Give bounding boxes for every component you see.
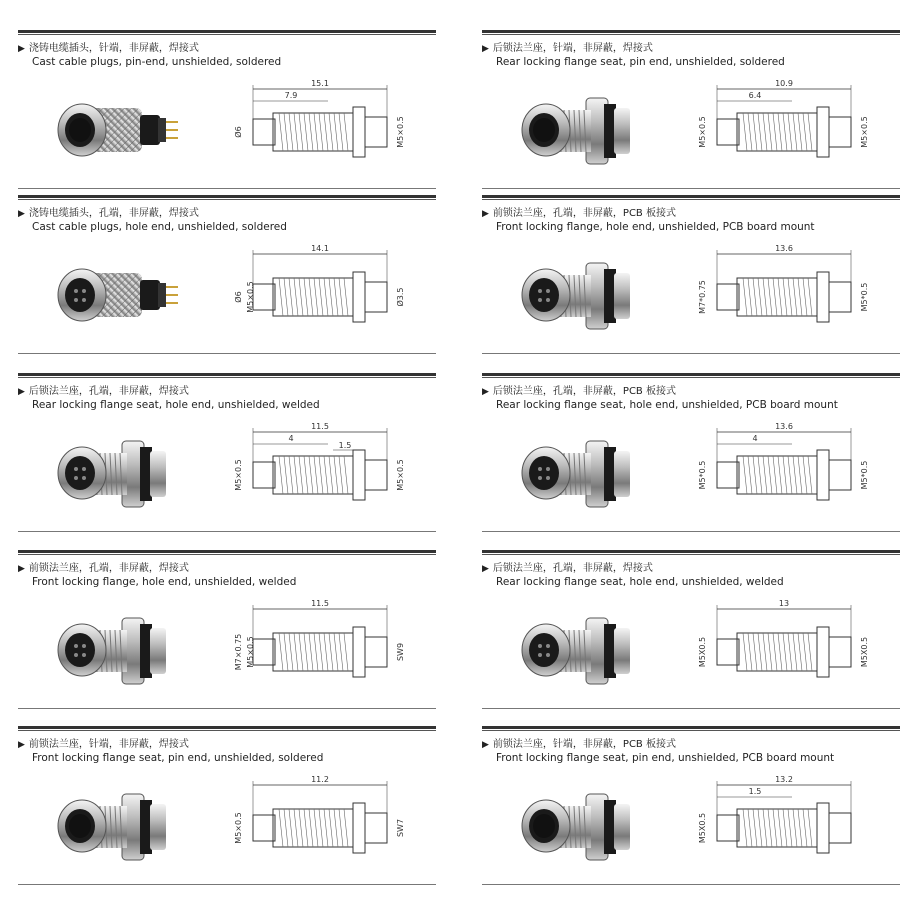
dimension-label: M5*0.5 [860,282,869,312]
dimension-label: Ø6 [234,291,243,303]
dimension-label: M5*0.5 [698,460,707,490]
dimension-label: 13.6 [775,244,793,253]
product-photo [32,423,202,523]
product-photo [32,600,202,700]
divider [18,34,436,35]
technical-drawing [233,771,433,881]
product-title-en: Front locking flange seat, pin end, unshielded, soldered [32,752,324,764]
technical-drawing [697,418,897,528]
dimension-label: M5×0.5 [246,281,255,313]
product-drawing [697,771,897,881]
product-photo [496,423,666,523]
connector-photo [496,423,666,523]
triangle-icon: ▶ [18,44,25,54]
dimension-label: M5×0.5 [234,459,243,491]
technical-drawing [697,240,897,350]
product-title-cn-text: 后锁法兰座，孔端，非屏蔽，焊接式 [28,386,189,397]
triangle-icon: ▶ [482,564,489,574]
product-title-cn [18,386,189,398]
technical-drawing [233,595,433,705]
connector-photo [32,80,202,180]
product-title-cn-text: 前锁法兰座，孔端，非屏蔽，PCB 板接式 [492,208,676,219]
product-photo [32,776,202,876]
technical-drawing [233,75,433,185]
product-title-en: Front locking flange seat, pin end, unshielded, PCB board mount [496,752,835,764]
connector-photo [496,245,666,345]
connector-photo [32,245,202,345]
dimension-label: 14.1 [311,244,329,253]
product-title-en: Rear locking flange seat, hole end, unshielded, PCB board mount [496,399,838,411]
dimension-label: 7.9 [284,91,298,100]
triangle-icon: ▶ [18,387,25,397]
product-panel [18,726,436,896]
divider [482,708,900,709]
triangle-icon: ▶ [482,387,489,397]
connector-photo [496,80,666,180]
dimension-label: M5X0.5 [698,636,707,668]
divider [482,726,900,729]
product-photo [32,80,202,180]
divider [18,353,436,354]
dimension-label: SW7 [396,818,405,838]
divider [18,373,436,376]
product-title-cn [482,386,676,398]
dimension-label: M5×0.5 [246,636,255,668]
product-panel [18,30,436,200]
product-panel [18,195,436,365]
product-title-cn-text: 前锁法兰座，孔端，非屏蔽，焊接式 [28,563,189,574]
product-photo [496,80,666,180]
divider [482,30,900,33]
product-title-cn [18,739,189,751]
divider [482,550,900,553]
product-title-cn-text: 浇铸电缆插头，针端，非屏蔽，焊接式 [28,43,199,54]
connector-photo [496,776,666,876]
divider [482,377,900,378]
product-title-cn-text: 后锁法兰座，孔端，非屏蔽，焊接式 [492,563,653,574]
product-drawing [697,418,897,528]
dimension-label: Ø3.5 [396,287,405,307]
product-photo [32,245,202,345]
technical-drawing [697,771,897,881]
product-drawing [233,595,433,705]
divider [482,730,900,731]
divider [18,195,436,198]
dimension-label: 11.5 [311,599,329,608]
dimension-label: Ø6 [234,126,243,138]
product-title-cn [482,563,653,575]
divider [482,531,900,532]
connector-photo [32,423,202,523]
divider [18,377,436,378]
triangle-icon: ▶ [482,740,489,750]
divider [482,188,900,189]
divider [18,188,436,189]
product-photo [496,245,666,345]
product-title-cn-text: 前锁法兰座，针端，非屏蔽，PCB 板接式 [492,739,676,750]
triangle-icon: ▶ [18,209,25,219]
product-title-en: Rear locking flange seat, hole end, unshielded, welded [496,576,784,588]
dimension-label: M5×0.5 [396,459,405,491]
dimension-label: 11.2 [311,775,329,784]
product-title-cn [482,43,653,55]
dimension-label: SW9 [396,642,405,662]
divider [18,30,436,33]
dimension-label: M5×0.5 [396,116,405,148]
product-title-cn-text: 后锁法兰座，针端，非屏蔽，焊接式 [492,43,653,54]
divider [18,884,436,885]
connector-photo [32,776,202,876]
triangle-icon: ▶ [18,740,25,750]
dimension-label: M5*0.5 [860,460,869,490]
dimension-label: 13.6 [775,422,793,431]
triangle-icon: ▶ [482,44,489,54]
connector-photo [496,600,666,700]
dimension-label: 4 [288,434,294,443]
dimension-label: M7*0.75 [698,280,707,314]
product-panel [482,373,900,543]
product-title-cn [482,739,676,751]
dimension-label: 4 [752,434,758,443]
product-panel [482,726,900,896]
divider [482,373,900,376]
dimension-label: M7×0.75 [234,633,243,671]
dimension-label: 11.5 [311,422,329,431]
divider [482,884,900,885]
product-title-cn [18,208,199,220]
dimension-label: M5×0.5 [698,116,707,148]
divider [482,195,900,198]
product-title-en: Cast cable plugs, hole end, unshielded, soldered [32,221,287,233]
dimension-label: 10.9 [775,79,793,88]
product-title-cn [482,208,676,220]
connector-photo [32,600,202,700]
product-drawing [697,75,897,185]
product-title-en: Cast cable plugs, pin-end, unshielded, soldered [32,56,282,68]
product-title-cn-text: 浇铸电缆插头，孔端，非屏蔽，焊接式 [28,208,199,219]
divider [482,554,900,555]
divider [18,531,436,532]
product-drawing [233,418,433,528]
triangle-icon: ▶ [18,564,25,574]
dimension-label: 1.5 [748,787,762,796]
divider [18,730,436,731]
product-title-cn-text: 后锁法兰座，孔端，非屏蔽，PCB 板接式 [492,386,676,397]
divider [482,34,900,35]
divider [18,726,436,729]
dimension-label: M5X0.5 [860,636,869,668]
dimension-label: 6.4 [748,91,762,100]
product-drawing [233,240,433,350]
divider [18,554,436,555]
product-title-en: Rear locking flange seat, hole end, unshielded, welded [32,399,320,411]
product-photo [496,776,666,876]
product-title-cn [18,563,189,575]
product-panel [18,550,436,720]
product-panel [482,550,900,720]
divider [482,353,900,354]
product-panel [482,195,900,365]
triangle-icon: ▶ [482,209,489,219]
product-drawing [233,75,433,185]
dimension-label: M5X0.5 [698,812,707,844]
divider [18,708,436,709]
dimension-label: 15.1 [311,79,329,88]
technical-drawing [697,595,897,705]
product-drawing [697,240,897,350]
dimension-label: M5×0.5 [860,116,869,148]
dimension-label: 1.5 [338,441,352,450]
technical-drawing [233,418,433,528]
product-title-en: Rear locking flange seat, pin end, unshielded, soldered [496,56,785,68]
product-drawing [233,771,433,881]
technical-drawing [233,240,433,350]
dimension-label: M5×0.5 [234,812,243,844]
technical-drawing [697,75,897,185]
divider [18,550,436,553]
product-drawing [697,595,897,705]
divider [18,199,436,200]
product-title-cn-text: 前锁法兰座，针端，非屏蔽，焊接式 [28,739,189,750]
product-photo [496,600,666,700]
product-panel [18,373,436,543]
product-title-en: Front locking flange, hole end, unshielded, PCB board mount [496,221,815,233]
dimension-label: 13 [778,599,790,608]
product-panel [482,30,900,200]
dimension-label: 13.2 [775,775,793,784]
product-title-en: Front locking flange, hole end, unshielded, welded [32,576,297,588]
product-title-cn [18,43,199,55]
divider [482,199,900,200]
